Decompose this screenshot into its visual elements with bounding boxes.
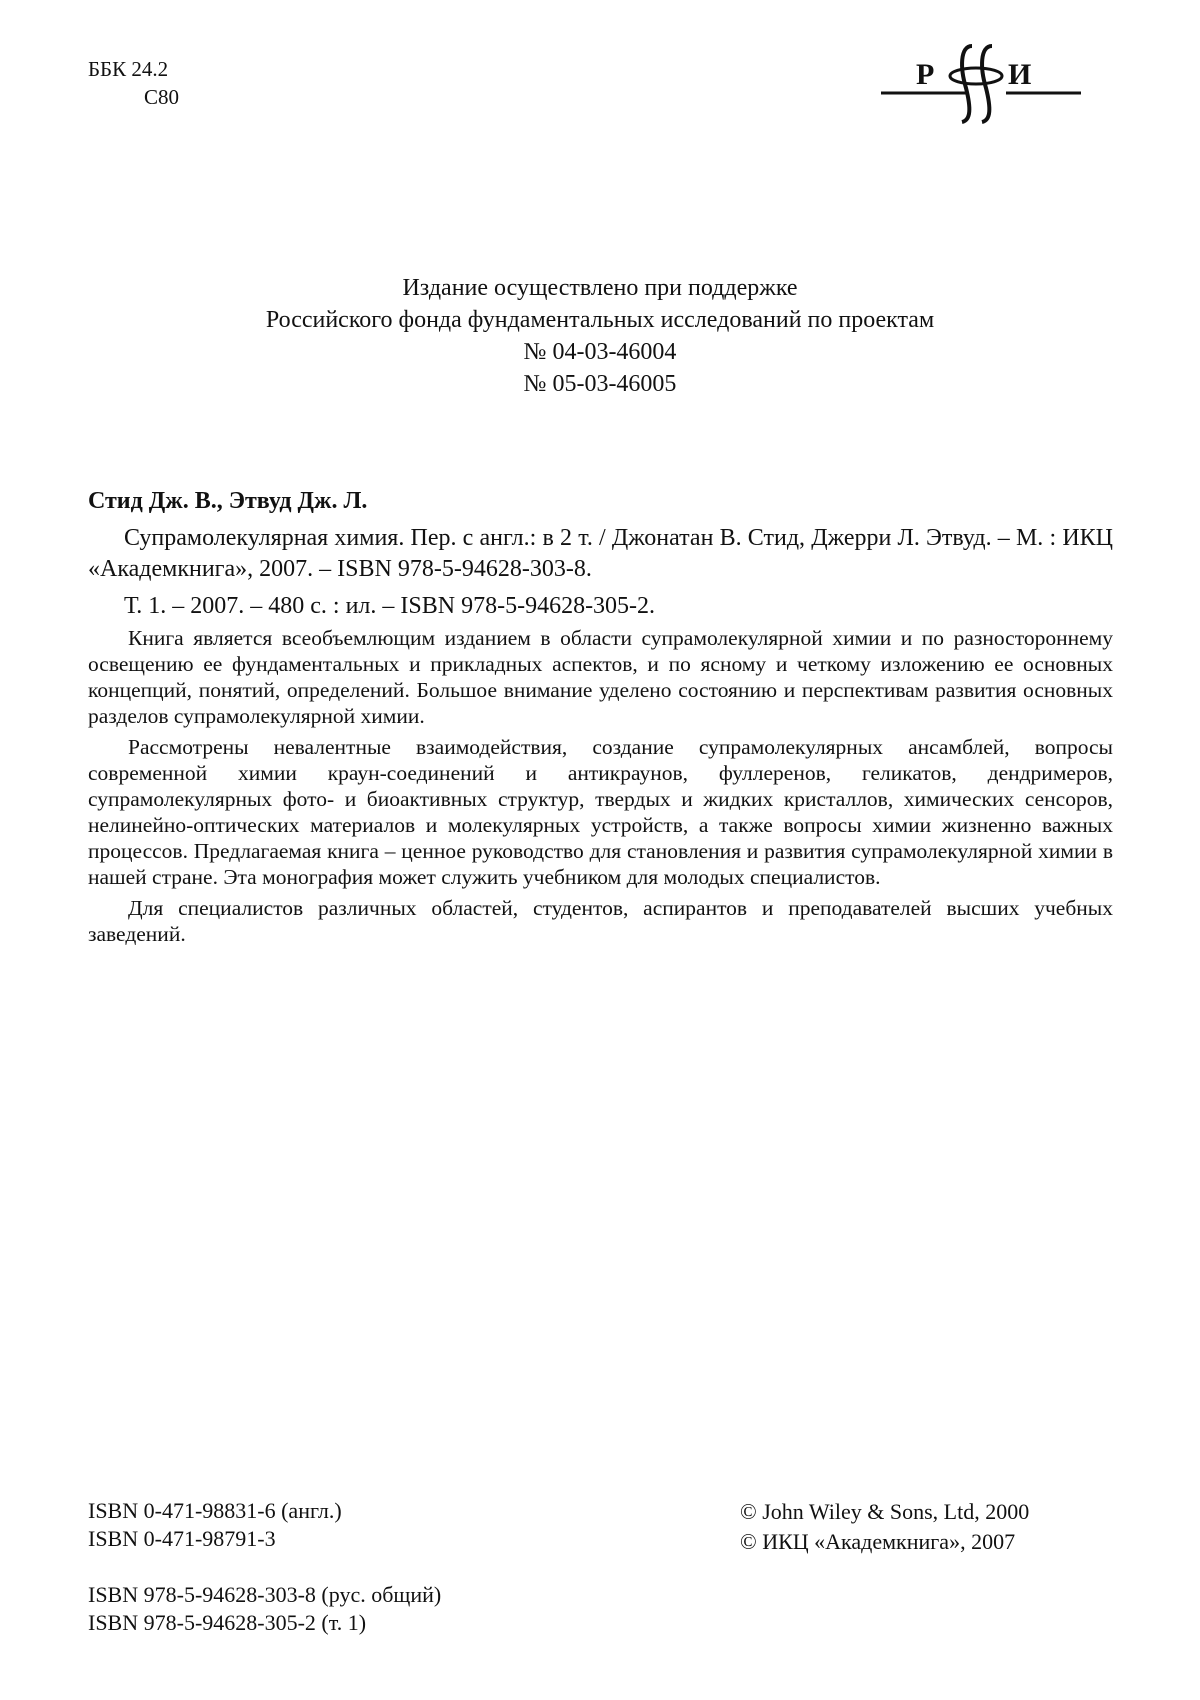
copyright-2: © ИКЦ «Академкнига», 2007 xyxy=(740,1529,1016,1554)
copyright-block xyxy=(740,1497,1029,1557)
title-line: Супрамолекулярная химия. Пер. с англ.: в 2 т. / Джонатан В. Стид, Джерри Л. Этвуд. – М. : ИКЦ «Академкнига», 2007. – ISBN 978-5-94628-303-8. xyxy=(88,525,1113,582)
annotation-paragraph-1: Книга является всеобъемлющим изданием в области супрамолекулярной химии и по разностороннему освещению ее фундаментальных и прикладных аспектов, и по ясному и четкому изложению ее основных концепций, понятий, определений. Большое внимание уделено состоянию и перспективам развития основных разделов супрамолекулярной химии. xyxy=(88,626,1113,728)
project-number-2: № 05-03-46005 xyxy=(523,371,677,397)
annotation xyxy=(88,625,1113,952)
bibliographic-record xyxy=(88,523,1113,622)
isbn-original-1: ISBN 0-471-98831-6 (англ.) xyxy=(88,1498,342,1523)
rffi-logo-icon xyxy=(876,38,1086,130)
isbn-spacer xyxy=(88,1553,441,1581)
isbn-russian-1: ISBN 978-5-94628-303-8 (рус. общий) xyxy=(88,1582,442,1607)
authors-heading: Стид Дж. В., Этвуд Дж. Л. xyxy=(88,488,368,514)
volume-line: Т. 1. – 2007. – 480 с. : ил. – ISBN 978-5-94628-305-2. xyxy=(124,593,656,619)
svg-text:Р: Р xyxy=(916,58,935,91)
bbk-code: ББК 24.2 xyxy=(88,57,169,81)
annotation-paragraph-2: Рассмотрены невалентные взаимодействия, создание супрамолекулярных ансамблей, вопросы современной химии краун-соединений и антикраунов, фуллеренов, геликатов, дендримеров, супрамолекулярных фото- и биоактивных структур, твердых и жидких кристаллов, химических сенсоров, нелинейно-оптических материалов и молекулярных устройств, а также вопросы химии жизненно важных процессов. Предлагаемая книга – ценное руководство для становления и развития супрамолекулярной химии в нашей стране. Эта монография может служить учебником для молодых специалистов. xyxy=(88,735,1113,889)
annotation-paragraph-3: Для специалистов различных областей, студентов, аспирантов и преподавателей высших учебных заведений. xyxy=(88,896,1113,946)
project-number-1: № 04-03-46004 xyxy=(523,339,677,365)
author-sign: С80 xyxy=(144,85,180,109)
funding-line-2: Российского фонда фундаментальных исследований по проектам xyxy=(265,307,935,333)
rffi-logo-graphic xyxy=(876,38,1086,130)
svg-text:И: И xyxy=(1008,58,1032,91)
isbn-russian-2: ISBN 978-5-94628-305-2 (т. 1) xyxy=(88,1610,367,1635)
isbn-original-2: ISBN 0-471-98791-3 xyxy=(88,1526,276,1551)
bbk-classification xyxy=(88,55,179,111)
copyright-1: © John Wiley & Sons, Ltd, 2000 xyxy=(740,1499,1030,1524)
funding-line-1: Издание осуществлено при поддержке xyxy=(402,275,798,301)
funding-notice xyxy=(0,272,1200,400)
isbn-block xyxy=(88,1497,441,1637)
